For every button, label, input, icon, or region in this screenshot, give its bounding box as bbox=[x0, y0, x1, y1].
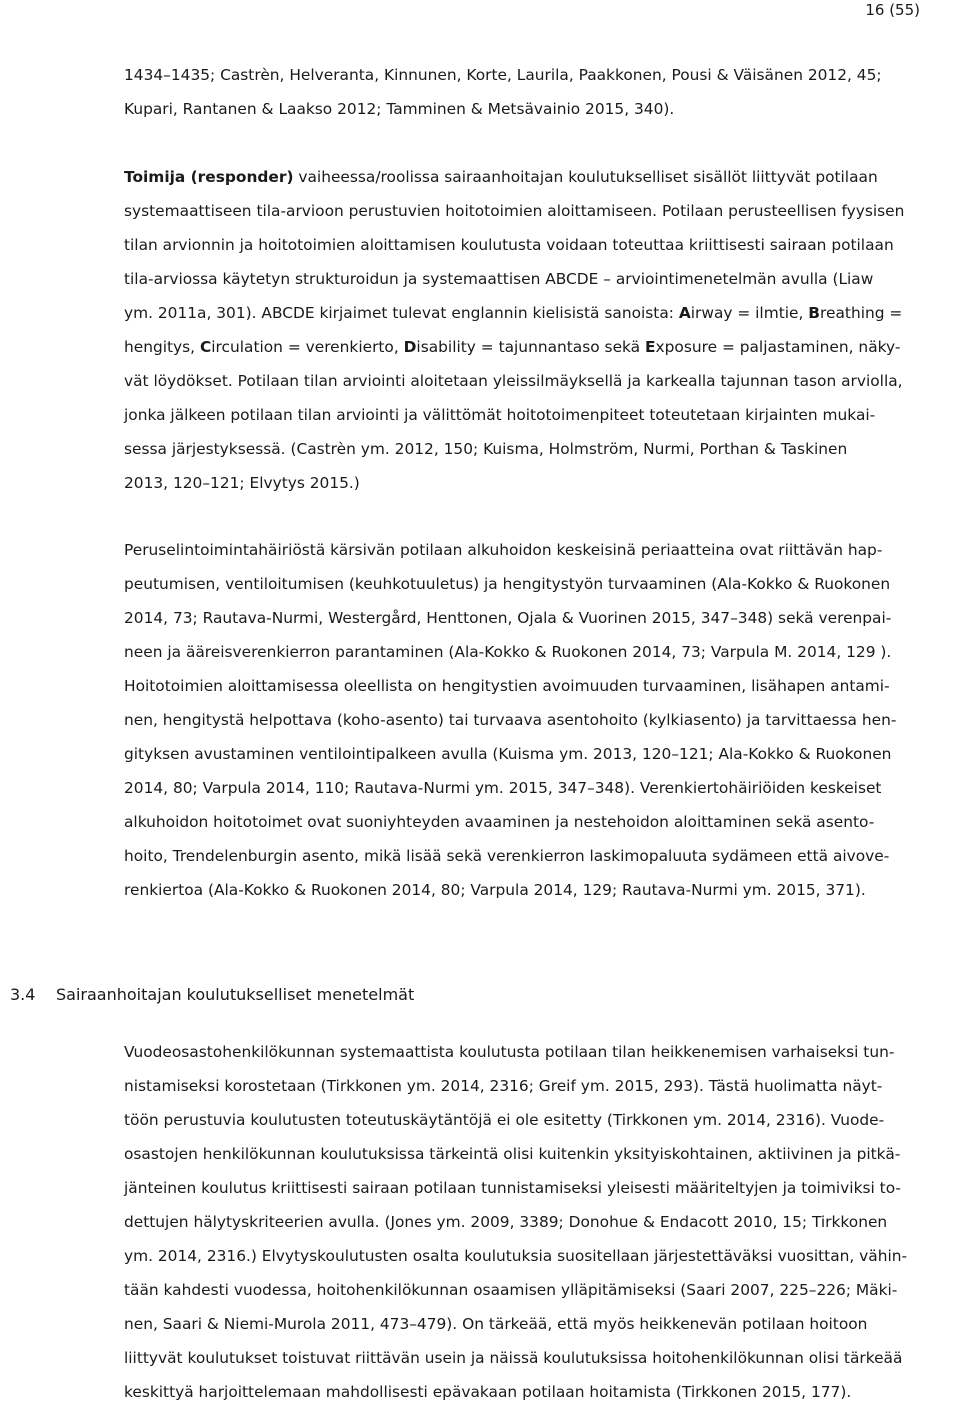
text-line: Vuodeosastohenkilökunnan systemaattista koulutusta potilaan tilan heikkenemisen varhaiseksi tun- bbox=[124, 1043, 895, 1061]
text-line: 2014, 73; Rautava-Nurmi, Westergård, Henttonen, Ojala & Vuorinen 2015, 347–348) sekä verenpai- bbox=[124, 609, 892, 627]
text-line: neen ja ääreisverenkierron parantaminen (Ala-Kokko & Ruokonen 2014, 73; Varpula M. 2014, 129 ). bbox=[124, 643, 892, 661]
text-line: hoito, Trendelenburgin asento, mikä lisää sekä verenkierron laskimopaluuta sydämeen että aivove- bbox=[124, 847, 890, 865]
text-line: 1434–1435; Castrèn, Helveranta, Kinnunen, Korte, Laurila, Paakkonen, Pousi & Väisänen 2012, 45; bbox=[124, 66, 882, 84]
text-line: vät löydökset. Potilaan tilan arviointi aloitetaan yleissilmäyksellä ja karkealla tajunnan tason arviolla, bbox=[124, 372, 903, 390]
paragraph-vital-functions bbox=[124, 533, 958, 907]
text-line: liittyvät koulutukset toistuvat riittävän usein ja näissä koulutuksissa hoitohenkilökunnan olisi tärkeää bbox=[124, 1349, 903, 1367]
text-fragment: isability = tajunnantaso sekä bbox=[416, 338, 646, 356]
text-line: alkuhoidon hoitotoimet ovat suoniyhteyden avaaminen ja nestehoidon aloittaminen sekä asento- bbox=[124, 813, 875, 831]
text-line: systemaattiseen tila-arvioon perustuvien hoitotoimien aloittamiseen. Potilaan perusteellisen fyysisen bbox=[124, 202, 905, 220]
text-line: nistamiseksi korostetaan (Tirkkonen ym. 2014, 2316; Greif ym. 2015, 293). Tästä huolimatta näyt- bbox=[124, 1077, 883, 1095]
section-title: Sairaanhoitajan koulutukselliset menetelmät bbox=[56, 985, 415, 1004]
text-line bbox=[124, 296, 958, 330]
text-line: peutumisen, ventiloitumisen (keuhkotuuletus) ja hengitystyön turvaaminen (Ala-Kokko & Ruokonen bbox=[124, 575, 891, 593]
text-line: nen, hengitystä helpottava (koho-asento) tai turvaava asentohoito (kylkiasento) ja tarvittaessa hen- bbox=[124, 711, 897, 729]
term-responder: Toimija (responder) bbox=[124, 168, 294, 186]
section-heading bbox=[10, 983, 414, 1007]
text-fragment: vaiheessa/roolissa sairaanhoitajan koulutukselliset sisällöt liittyvät potilaan bbox=[293, 168, 878, 186]
text-line: renkiertoa (Ala-Kokko & Ruokonen 2014, 80; Varpula 2014, 129; Rautava-Nurmi ym. 2015, 371). bbox=[124, 881, 866, 899]
paragraph-citation-continuation bbox=[124, 58, 958, 126]
abcde-letter-b: B bbox=[808, 304, 821, 322]
text-line: Peruselintoimintahäiriöstä kärsivän potilaan alkuhoidon keskeisinä periaatteina ovat riittävän hap- bbox=[124, 541, 883, 559]
text-line: osastojen henkilökunnan koulutuksissa tärkeintä olisi kuitenkin yksityiskohtainen, aktiivinen ja pitkä- bbox=[124, 1145, 901, 1163]
text-fragment: hengitys, bbox=[124, 338, 200, 356]
abcde-letter-a: A bbox=[678, 304, 691, 322]
text-fragment: xposure = paljastaminen, näky- bbox=[655, 338, 901, 356]
text-line: 2014, 80; Varpula 2014, 110; Rautava-Nurmi ym. 2015, 347–348). Verenkiertohäiriöiden keskeiset bbox=[124, 779, 882, 797]
page-number: 16 (55) bbox=[865, 1, 920, 19]
text-line: tila-arviossa käytetyn strukturoidun ja systemaattisen ABCDE – arviointimenetelmän avulla (Liaw bbox=[124, 270, 874, 288]
text-line: tilan arvionnin ja hoitotoimien aloittamisen koulutusta voidaan toteuttaa kriittisesti sairaan potilaan bbox=[124, 236, 894, 254]
abcde-letter-e: E bbox=[645, 338, 656, 356]
abcde-letter-d: D bbox=[403, 338, 417, 356]
text-line: Hoitotoimien aloittamisessa oleellista on hengitystien avoimuuden turvaaminen, lisähapen antami- bbox=[124, 677, 890, 695]
text-fragment: irculation = verenkierto, bbox=[211, 338, 404, 356]
paragraph-training-methods bbox=[124, 1035, 958, 1409]
text-fragment: ym. 2011a, 301). ABCDE kirjaimet tulevat englannin kielisistä sanoista: bbox=[124, 304, 679, 322]
abcde-letter-c: C bbox=[199, 338, 212, 356]
text-line: keskittyä harjoittelemaan mahdollisesti epävakaan potilaan hoitamista (Tirkkonen 2015, 177). bbox=[124, 1383, 852, 1401]
text-fragment: reathing = bbox=[820, 304, 903, 322]
paragraph-responder bbox=[124, 160, 958, 500]
section-number: 3.4 bbox=[10, 985, 36, 1004]
text-line: töön perustuvia koulutusten toteutuskäytäntöjä ei ole esitetty (Tirkkonen ym. 2014, 2316). Vuode- bbox=[124, 1111, 885, 1129]
text-line bbox=[124, 330, 958, 364]
text-line: gityksen avustaminen ventilointipalkeen avulla (Kuisma ym. 2013, 120–121; Ala-Kokko & Ruokonen bbox=[124, 745, 892, 763]
text-line: jonka jälkeen potilaan tilan arviointi ja välittömät hoitotoimenpiteet toteutetaan kirjainten mukai- bbox=[124, 406, 876, 424]
text-line: sessa järjestyksessä. (Castrèn ym. 2012, 150; Kuisma, Holmström, Nurmi, Porthan & Taskinen bbox=[124, 440, 848, 458]
text-fragment: irway = ilmtie, bbox=[690, 304, 809, 322]
text-line: Kupari, Rantanen & Laakso 2012; Tamminen & Metsävainio 2015, 340). bbox=[124, 100, 675, 118]
text-line: tään kahdesti vuodessa, hoitohenkilökunnan osaamisen ylläpitämiseksi (Saari 2007, 225–226; Mäki- bbox=[124, 1281, 898, 1299]
text-line: ym. 2014, 2316.) Elvytyskoulutusten osalta koulutuksia suositellaan järjestettäväksi vuosittan, vähin- bbox=[124, 1247, 908, 1265]
text-line: dettujen hälytyskriteerien avulla. (Jones ym. 2009, 3389; Donohue & Endacott 2010, 15; Tirkkonen bbox=[124, 1213, 888, 1231]
text-line bbox=[124, 160, 958, 194]
text-line: nen, Saari & Niemi-Murola 2011, 473–479). On tärkeää, että myös heikkenevän potilaan hoitoon bbox=[124, 1315, 868, 1333]
text-line: 2013, 120–121; Elvytys 2015.) bbox=[124, 474, 360, 492]
text-line: jänteinen koulutus kriittisesti sairaan potilaan tunnistamiseksi yleisesti määriteltyjen ja toimiviksi to- bbox=[124, 1179, 901, 1197]
